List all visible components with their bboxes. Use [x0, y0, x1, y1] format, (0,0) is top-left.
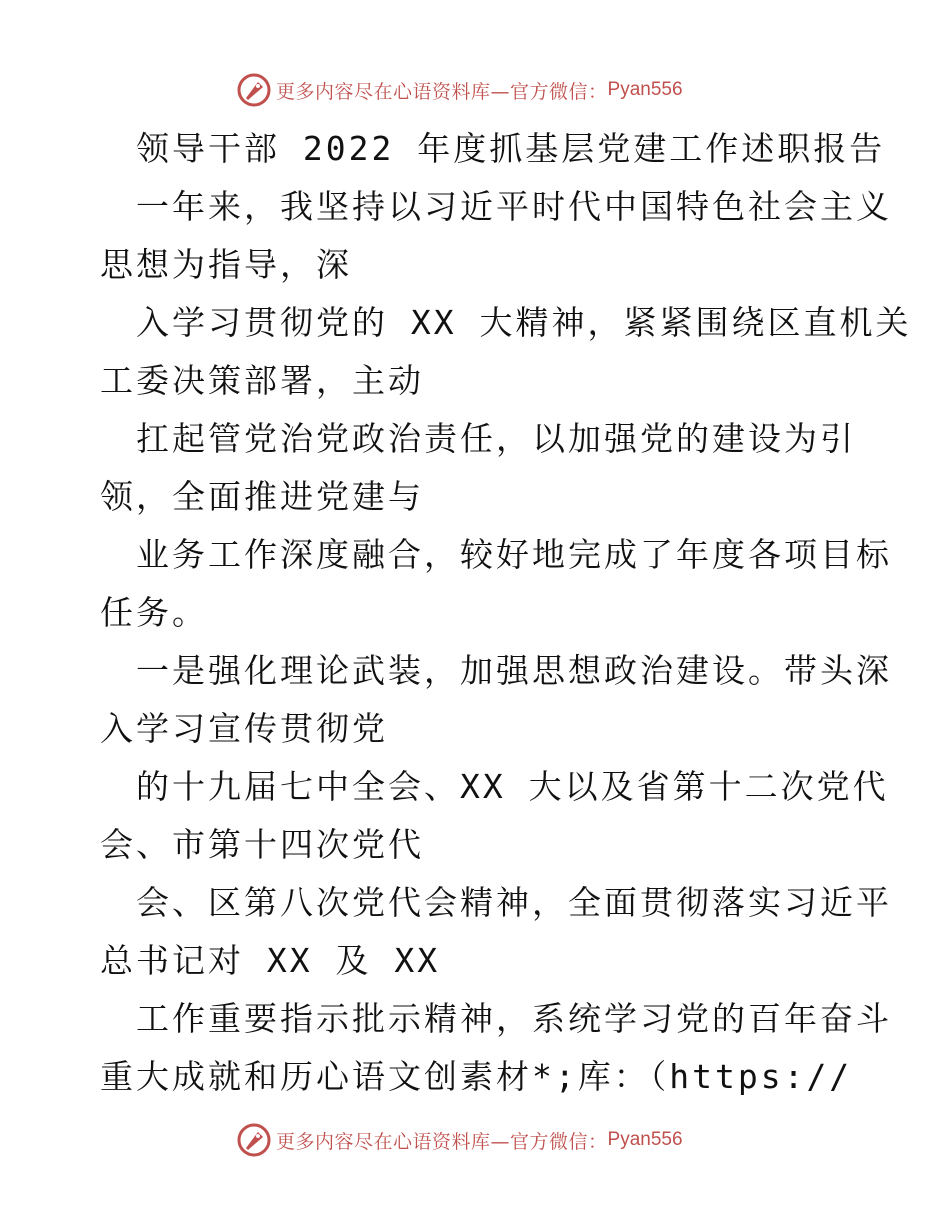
- watermark-account: Pyan556: [607, 1129, 683, 1150]
- paragraph-line: 领，全面推进党建与: [100, 477, 424, 516]
- document-title: 领导干部 2022 年度抓基层党建工作述职报告: [136, 129, 886, 168]
- document-body: [100, 120, 912, 1106]
- paragraph-line: 的十九届七中全会、XX 大以及省第十二次党代: [136, 767, 889, 806]
- paragraph-line: 总书记对 XX 及 XX: [100, 941, 441, 980]
- pen-nib-logo-icon: [236, 1122, 272, 1158]
- paragraph-line: 业务工作深度融合，较好地完成了年度各项目标: [136, 535, 892, 574]
- paragraph-line: 思想为指导，深: [100, 245, 352, 284]
- paragraph-line: 工委决策部署，主动: [100, 361, 424, 400]
- watermark-text: 更多内容尽在心语资料库—官方微信：: [276, 1130, 608, 1153]
- paragraph-line: 会、市第十四次党代: [100, 825, 424, 864]
- paragraph-line: 一年来，我坚持以习近平时代中国特色社会主义: [136, 187, 892, 226]
- header-watermark: [236, 70, 683, 110]
- paragraph-line: 任务。: [100, 593, 208, 632]
- paragraph-line: 重大成就和历心语文创素材*;库：（https://: [100, 1057, 853, 1096]
- watermark-account: Pyan556: [607, 79, 683, 100]
- paragraph-line: 工作重要指示批示精神，系统学习党的百年奋斗: [136, 999, 892, 1038]
- paragraph-line: 入学习贯彻党的 XX 大精神，紧紧围绕区直机关: [136, 303, 912, 342]
- pen-nib-logo-icon: [236, 72, 272, 108]
- paragraph-line: 入学习宣传贯彻党: [100, 709, 388, 748]
- watermark-text: 更多内容尽在心语资料库—官方微信：: [276, 80, 608, 103]
- paragraph-line: 一是强化理论武装，加强思想政治建设。带头深: [136, 651, 892, 690]
- paragraph-line: 扛起管党治党政治责任，以加强党的建设为引: [136, 419, 856, 458]
- paragraph-line: 会、区第八次党代会精神，全面贯彻落实习近平: [136, 883, 892, 922]
- footer-watermark: [236, 1120, 683, 1160]
